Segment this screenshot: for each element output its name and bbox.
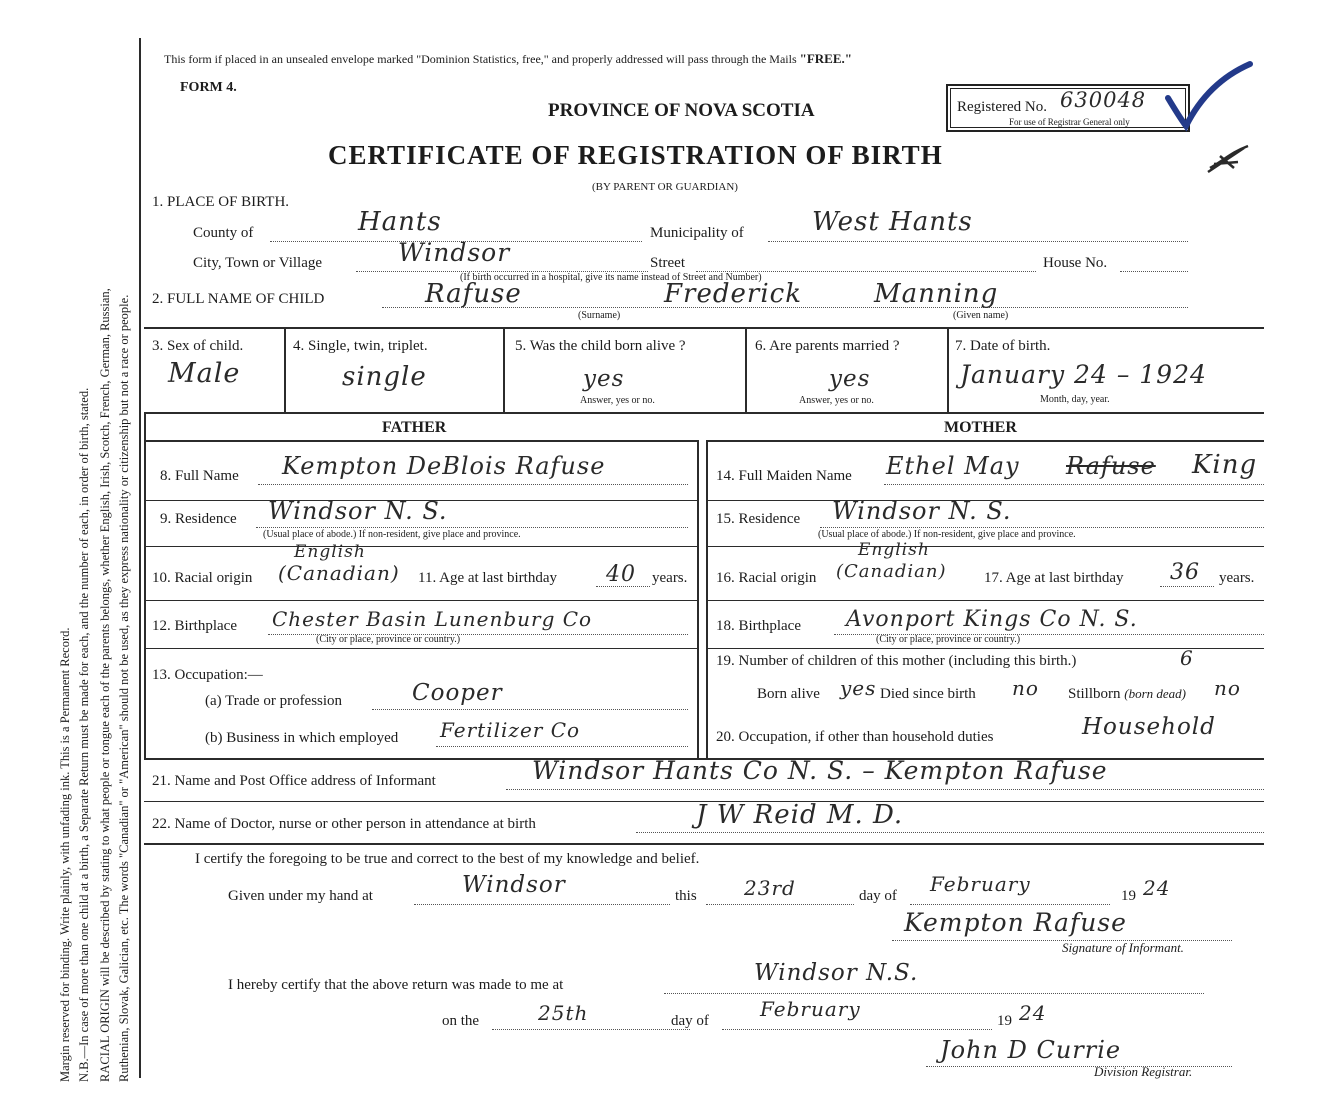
mother-name-value: Ethel May (886, 452, 1020, 480)
father-age-label: 11. Age at last birthday (418, 570, 557, 586)
house-no-label: House No. (1043, 255, 1108, 271)
form-number: FORM 4. (180, 80, 237, 95)
father-name-label: 8. Full Name (160, 468, 239, 484)
registered-label: Registered No. (957, 99, 1047, 115)
mother-name-struck: Rafuse (1066, 452, 1156, 480)
mother-race-value: (Canadian) (836, 561, 947, 582)
province-heading: PROVINCE OF NOVA SCOTIA (548, 100, 815, 121)
hospital-note: (If birth occurred in a hospital, give its name instead of Street and Number) (460, 272, 762, 283)
street-label: Street (650, 255, 685, 271)
father-residence-value: Windsor N. S. (268, 497, 448, 525)
city-value: Windsor (398, 238, 511, 267)
certify-statement: I certify the foregoing to be true and correct to the best of my knowledge and belief. (195, 851, 700, 867)
father-race-label: 10. Racial origin (152, 570, 253, 586)
municipality-label: Municipality of (650, 225, 744, 241)
margin-note-3: RACIAL ORIGIN will be described by stating to what people or tongue each of the parents belongs, whether English, Irish, Scotch, French, German, Russian, (98, 288, 112, 1082)
mother-children-label: 19. Number of children of this mother (including this birth.) (716, 653, 1077, 669)
child-surname: Rafuse (425, 279, 522, 309)
father-trade-label: (a) Trade or profession (205, 693, 343, 709)
sex-label: 3. Sex of child. (152, 338, 244, 354)
died-since-birth-label: Died since birth (880, 686, 976, 702)
mother-birthplace-note: (City or place, province or country.) (876, 634, 1021, 645)
father-birthplace-note: (City or place, province or country.) (316, 634, 461, 645)
mother-name-label: 14. Full Maiden Name (716, 468, 852, 484)
parents-married-value: yes (829, 366, 871, 392)
father-occupation-label: 13. Occupation:— (152, 667, 263, 683)
informant-signature: Kempton Rafuse (904, 908, 1127, 937)
certify-day-value: 23rd (744, 876, 796, 900)
father-business-value: Fertilizer Co (440, 718, 581, 742)
date-of-birth-value: January 24 – 1924 (960, 360, 1207, 389)
born-alive-count-label: Born alive (757, 686, 820, 702)
child-given-name-2: Manning (874, 279, 999, 309)
place-of-birth-label: 1. PLACE OF BIRTH. (152, 194, 290, 210)
born-alive-value: yes (583, 366, 625, 392)
registrar-general-note: For use of Registrar General only (1009, 117, 1130, 127)
certificate-title: CERTIFICATE OF REGISTRATION OF BIRTH (328, 140, 943, 170)
given-under-hand-label: Given under my hand at (228, 888, 373, 904)
certificate-subtitle: (BY PARENT OR GUARDIAN) (592, 181, 738, 193)
mother-birthplace-label: 18. Birthplace (716, 618, 801, 634)
binding-margin-rule (139, 38, 141, 1078)
child-name-label: 2. FULL NAME OF CHILD (152, 291, 325, 307)
mother-residence-note: (Usual place of abode.) If non-resident, give place and province. (818, 529, 1076, 540)
on-the-label: on the (442, 1013, 480, 1029)
county-value: Hants (358, 207, 442, 237)
father-trade-value: Cooper (412, 680, 503, 706)
certify-year-prefix: 19 (1121, 888, 1136, 904)
born-alive-count-value: yes (840, 676, 877, 700)
parents-married-label: 6. Are parents married ? (755, 338, 900, 354)
registrar-year-value: 24 (1019, 1001, 1047, 1025)
registrar-year-prefix: 19 (997, 1013, 1012, 1029)
father-age-value: 40 (606, 562, 636, 587)
stillborn-label (1068, 686, 1186, 703)
mother-age-label: 17. Age at last birthday (984, 570, 1124, 586)
father-race-value: (Canadian) (278, 561, 400, 585)
informant-label: 21. Name and Post Office address of Informant (152, 773, 436, 789)
margin-note-4: Ruthenian, Slovak, Galician, etc. The words "Canadian" or "American" should not be used, as they express nationality or citizenship but not a race or people. (117, 294, 131, 1082)
mother-heading: MOTHER (944, 419, 1017, 436)
margin-note-2: N.B.—In case of more than one child at a birth, a Separate Return must be made for each, and the number of each, in order of birth, stated. (77, 387, 91, 1082)
registered-number: 630048 (1060, 88, 1147, 112)
date-of-birth-label: 7. Date of birth. (955, 338, 1051, 354)
mother-age-value: 36 (1170, 560, 1200, 585)
doctor-label: 22. Name of Doctor, nurse or other person in attendance at birth (152, 816, 536, 832)
stillborn-label-text: Stillborn (1068, 686, 1121, 702)
registrar-month-value: February (760, 997, 861, 1021)
father-heading: FATHER (382, 419, 447, 436)
father-years-label: years. (652, 570, 688, 586)
registrar-signature: John D Currie (940, 1036, 1122, 1064)
father-name-value: Kempton DeBlois Rafuse (282, 452, 606, 480)
initials-mark-icon (1204, 142, 1252, 178)
father-residence-note: (Usual place of abode.) If non-resident, give place and province. (263, 529, 521, 540)
doctor-value: J W Reid M. D. (696, 800, 904, 830)
father-birthplace-value: Chester Basin Lunenburg Co (272, 607, 593, 631)
mother-occupation-value: Household (1082, 714, 1216, 740)
sex-value: Male (168, 358, 241, 389)
date-of-birth-note: Month, day, year. (1040, 394, 1110, 405)
stillborn-note: (born dead) (1124, 686, 1187, 701)
mother-birthplace-value: Avonport Kings Co N. S. (846, 607, 1138, 632)
mother-race-top: English (858, 540, 930, 560)
mail-notice-text: This form if placed in an unsealed envelope marked "Dominion Statistics, free," and properly addressed will pass through the Mails (164, 52, 797, 66)
born-alive-label: 5. Was the child born alive ? (515, 338, 686, 354)
registrar-caption: Division Registrar. (1094, 1064, 1193, 1079)
mother-name-added: King (1192, 450, 1258, 480)
this-label: this (675, 888, 697, 904)
municipality-value: West Hants (812, 207, 973, 237)
informant-signature-caption: Signature of Informant. (1062, 940, 1184, 955)
parents-married-note: Answer, yes or no. (799, 395, 874, 406)
mail-notice (164, 51, 852, 67)
mother-residence-value: Windsor N. S. (832, 497, 1012, 525)
plurality-value: single (342, 362, 427, 392)
registrar-day-of-label: day of (671, 1013, 709, 1029)
mother-years-label: years. (1219, 570, 1255, 586)
mail-free-text: "FREE." (799, 51, 852, 66)
mother-occupation-label: 20. Occupation, if other than household duties (716, 729, 994, 745)
registrar-place-value: Windsor N.S. (754, 960, 919, 986)
father-business-label: (b) Business in which employed (205, 730, 399, 746)
registrar-day-value: 25th (538, 1001, 589, 1025)
surname-note: (Surname) (578, 310, 621, 321)
given-name-note: (Given name) (953, 310, 1009, 321)
informant-value: Windsor Hants Co N. S. – Kempton Rafuse (532, 756, 1108, 785)
margin-note-1: Margin reserved for binding. Write plainly, with unfading ink. This is a Permanent Record. (58, 627, 72, 1082)
mother-children-value: 6 (1180, 646, 1194, 670)
father-race-top: English (294, 542, 366, 562)
stillborn-value: no (1214, 676, 1241, 700)
certify-day-of-label: day of (859, 888, 897, 904)
certify-month-value: February (930, 872, 1031, 896)
mother-residence-label: 15. Residence (716, 511, 801, 527)
check-mark-icon (1160, 60, 1260, 140)
given-place-value: Windsor (462, 872, 566, 898)
county-label: County of (193, 225, 254, 241)
father-birthplace-label: 12. Birthplace (152, 618, 237, 634)
born-alive-note: Answer, yes or no. (580, 395, 655, 406)
child-given-name-1: Frederick (664, 279, 802, 309)
father-residence-label: 9. Residence (160, 511, 237, 527)
plurality-label: 4. Single, twin, triplet. (293, 338, 428, 354)
registrar-statement: I hereby certify that the above return was made to me at (228, 977, 564, 993)
mother-race-label: 16. Racial origin (716, 570, 817, 586)
died-since-birth-value: no (1012, 676, 1039, 700)
certify-year-value: 24 (1143, 876, 1171, 900)
city-label: City, Town or Village (193, 255, 323, 271)
